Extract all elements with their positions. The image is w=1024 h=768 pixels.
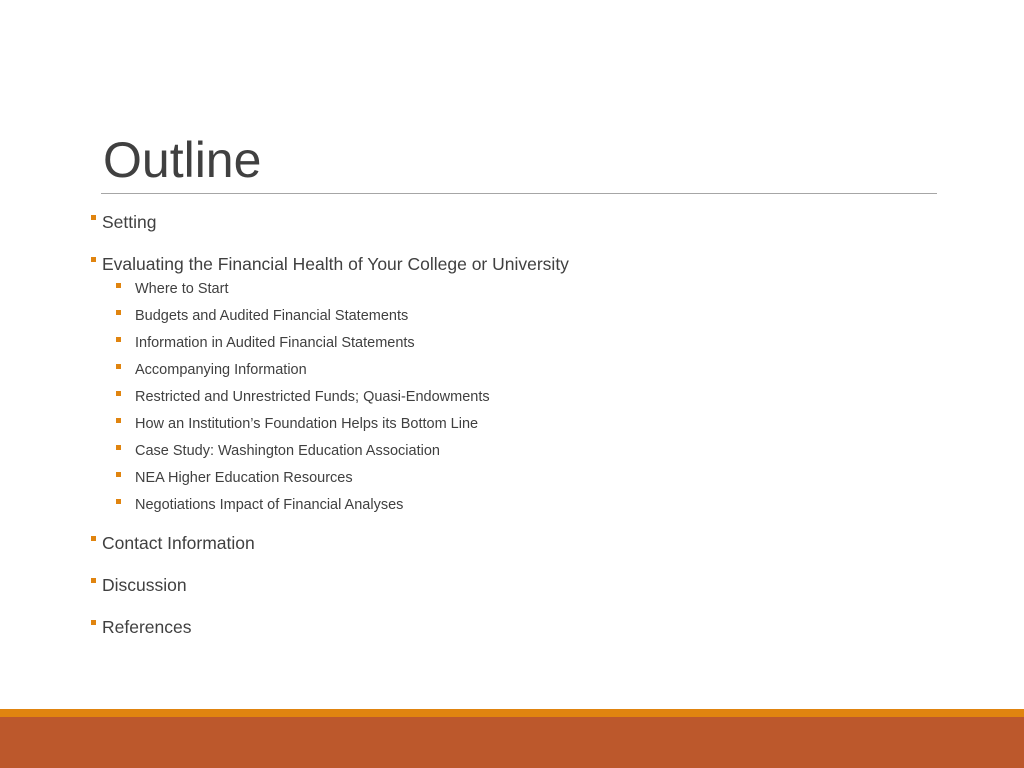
title-divider: [101, 193, 937, 194]
square-bullet-icon: [116, 445, 121, 450]
footer-accent-stripe: [0, 709, 1024, 717]
square-bullet-icon: [116, 364, 121, 369]
outline-item-setting: [91, 210, 941, 234]
outline-list: [91, 210, 941, 657]
sub-item-label: Where to Start: [135, 281, 229, 297]
sub-item-label: Information in Audited Financial Statements: [135, 335, 415, 351]
sub-item-label: Case Study: Washington Education Association: [135, 443, 440, 459]
outline-item-contact: [91, 531, 941, 555]
square-bullet-icon: [91, 257, 96, 262]
outline-item-references: [91, 615, 941, 639]
sub-item-label: Negotiations Impact of Financial Analyses: [135, 497, 404, 513]
sub-item: [102, 280, 941, 299]
outline-item-evaluating: [91, 252, 941, 515]
sub-item-label: Accompanying Information: [135, 362, 307, 378]
square-bullet-icon: [116, 391, 121, 396]
outline-item-label: Contact Information: [102, 533, 255, 553]
sub-item: [102, 496, 941, 515]
square-bullet-icon: [116, 337, 121, 342]
square-bullet-icon: [116, 310, 121, 315]
square-bullet-icon: [116, 472, 121, 477]
sub-item: [102, 442, 941, 461]
sub-item: [102, 334, 941, 353]
square-bullet-icon: [116, 283, 121, 288]
footer-bar: [0, 717, 1024, 768]
outline-item-discussion: [91, 573, 941, 597]
outline-item-label: Setting: [102, 212, 157, 232]
outline-item-label: Evaluating the Financial Health of Your College or University: [102, 254, 569, 274]
outline-item-label: Discussion: [102, 575, 187, 595]
square-bullet-icon: [91, 536, 96, 541]
sub-item-label: NEA Higher Education Resources: [135, 470, 353, 486]
square-bullet-icon: [91, 578, 96, 583]
square-bullet-icon: [91, 215, 96, 220]
square-bullet-icon: [116, 499, 121, 504]
sub-item: [102, 361, 941, 380]
evaluating-sublist: [102, 280, 941, 515]
sub-item: [102, 469, 941, 488]
slide-title: Outline: [103, 132, 262, 188]
sub-item-label: Restricted and Unrestricted Funds; Quasi-Endowments: [135, 389, 490, 405]
square-bullet-icon: [116, 418, 121, 423]
sub-item: [102, 307, 941, 326]
outline-item-label: References: [102, 617, 192, 637]
sub-item: [102, 388, 941, 407]
sub-item: [102, 415, 941, 434]
sub-item-label: Budgets and Audited Financial Statements: [135, 308, 409, 324]
sub-item-label: How an Institution’s Foundation Helps its Bottom Line: [135, 416, 479, 432]
square-bullet-icon: [91, 620, 96, 625]
